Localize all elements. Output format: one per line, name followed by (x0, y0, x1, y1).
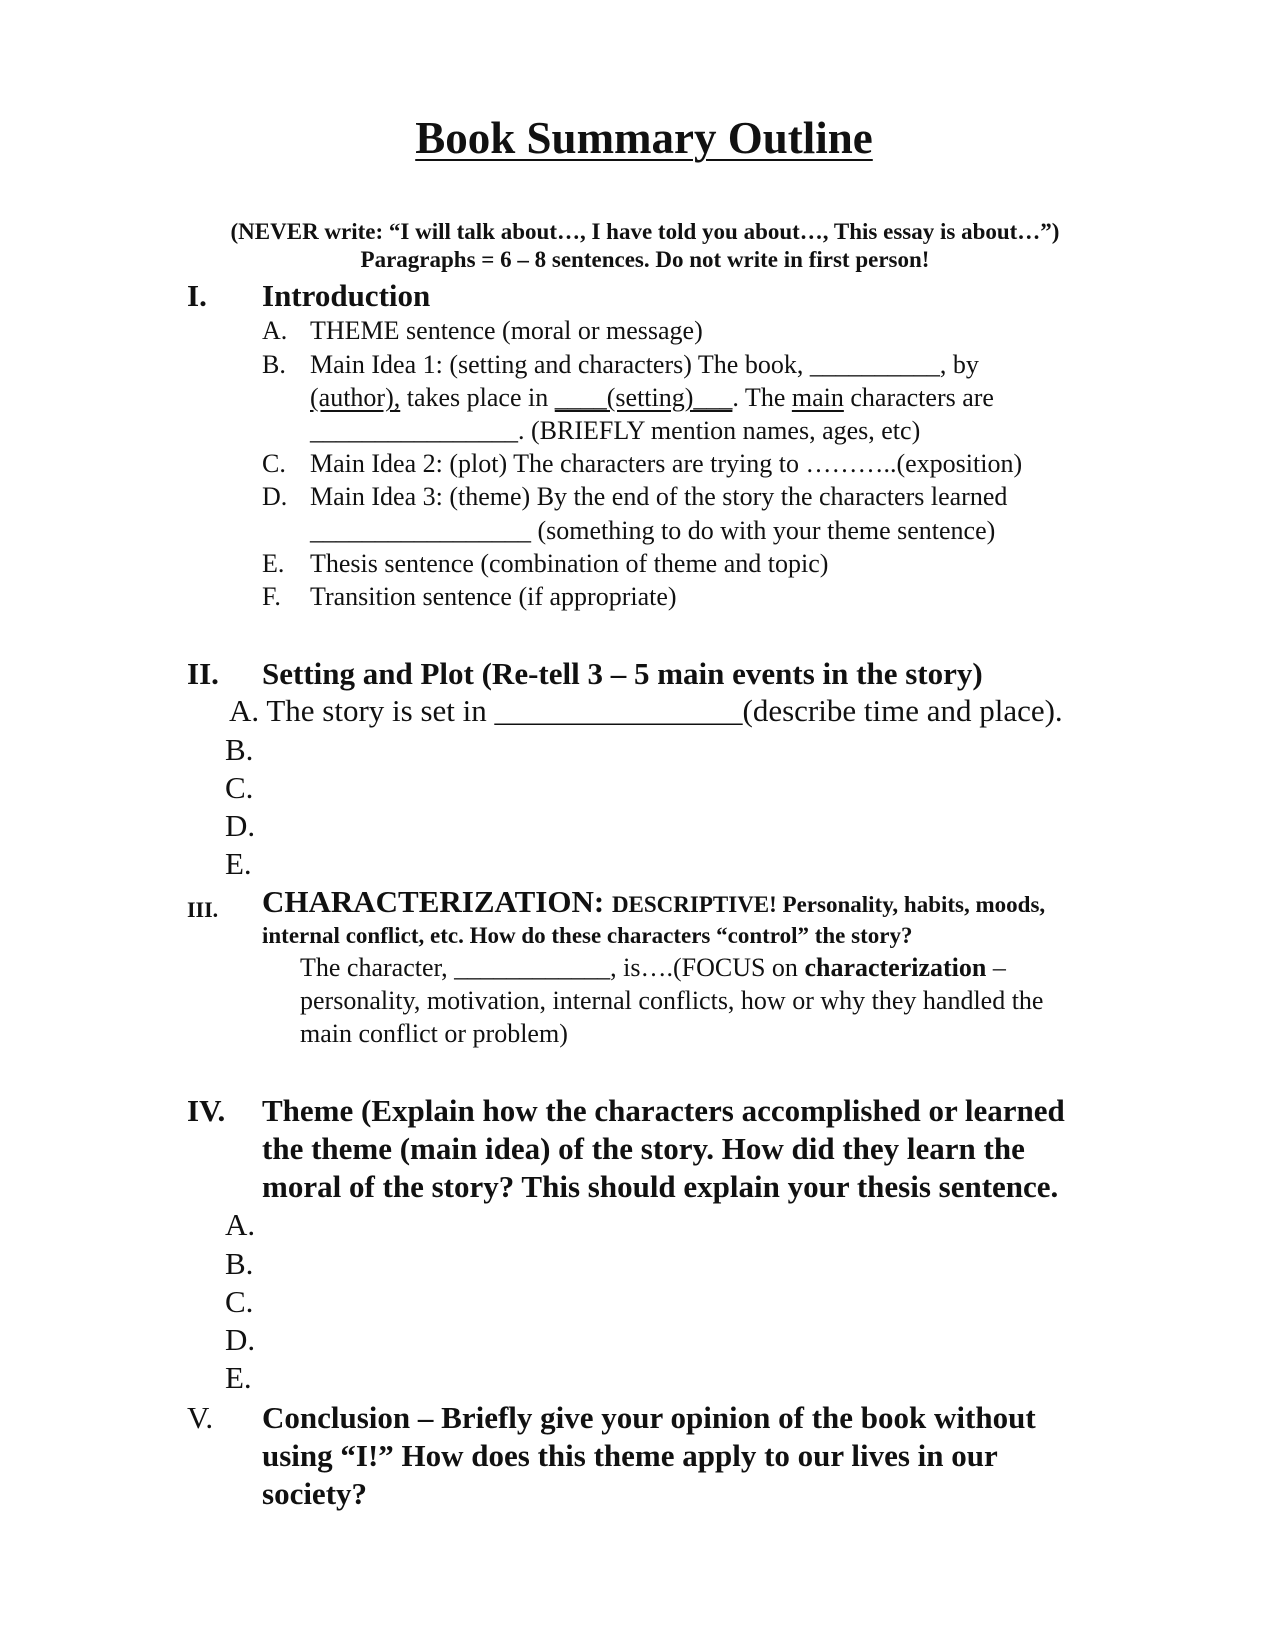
item-b-text-fragment: . The (732, 383, 792, 412)
characterization-emphasis: characterization (804, 953, 987, 982)
section-1-item-d-line-2: _________________ (something to do with your theme sentence) (310, 516, 996, 545)
section-3-body-line-2: personality, motivation, internal conflicts, how or why they handled the (300, 986, 1044, 1015)
section-1-item-c-letter: C. (262, 449, 286, 478)
section-3-heading-line-2: internal conflict, etc. How do these characters “control” the story? (262, 923, 913, 948)
section-4-item-c: C. (225, 1284, 254, 1319)
section-4-item-b: B. (225, 1246, 254, 1281)
section-5-line-1: Conclusion – Briefly give your opinion of the book without (262, 1400, 1036, 1435)
section-1-item-c-text: Main Idea 2: (plot) The characters are trying to ………..(exposition) (310, 449, 1023, 478)
body-text-fragment: – (986, 953, 1006, 982)
section-1-number: I. (187, 278, 207, 313)
section-1-item-a-letter: A. (262, 316, 288, 345)
instruction-line-2: Paragraphs = 6 – 8 sentences. Do not write in first person! (360, 247, 930, 272)
body-text-fragment: The character, ____________, is….(FOCUS on (300, 953, 805, 982)
characterization-label: CHARACTERIZATION: (262, 884, 612, 919)
section-1-item-b-line-1: Main Idea 1: (setting and characters) The book, __________, by (310, 350, 979, 379)
section-2-item-a: A. The story is set in ________________(describe time and place). (229, 693, 1063, 728)
section-5-number: V. (187, 1400, 214, 1435)
section-1-item-b-line-3: ________________. (BRIEFLY mention names, ages, etc) (310, 416, 921, 445)
instruction-line-1: (NEVER write: “I will talk about…, I have told you about…, This essay is about…”) (230, 219, 1060, 244)
section-3-heading-line-1 (262, 884, 1045, 920)
section-3-body-line-1 (300, 953, 1006, 983)
section-4-item-d: D. (225, 1322, 256, 1357)
section-1-item-f-text: Transition sentence (if appropriate) (310, 582, 677, 611)
section-1-item-a-text: THEME sentence (moral or message) (310, 316, 703, 345)
section-2-item-e: E. (225, 846, 252, 881)
section-5-line-3: society? (262, 1476, 368, 1511)
section-2-item-b: B. (225, 732, 254, 767)
setting-placeholder: ____(setting)___ (554, 383, 733, 412)
item-b-text-fragment: takes place in (400, 383, 555, 412)
characterization-description: DESCRIPTIVE! Personality, habits, moods, (611, 892, 1046, 917)
section-2-item-d: D. (225, 808, 256, 843)
section-2-number: II. (187, 656, 219, 691)
section-1-item-b-line-2 (310, 383, 994, 413)
main-emphasis: main (791, 383, 844, 412)
section-4-line-3: moral of the story? This should explain your thesis sentence. (262, 1169, 1059, 1204)
section-3-body-line-3: main conflict or problem) (300, 1019, 568, 1048)
section-5-line-2: using “I!” How does this theme apply to our lives in our (262, 1438, 998, 1473)
section-1-item-f-letter: F. (262, 582, 281, 611)
section-1-item-e-text: Thesis sentence (combination of theme and topic) (310, 549, 829, 578)
section-3-number: III. (187, 897, 219, 922)
section-4-number: IV. (187, 1093, 226, 1128)
section-1-heading: Introduction (262, 278, 431, 313)
author-placeholder: (author), (310, 383, 401, 412)
section-1-item-b-letter: B. (262, 350, 286, 379)
page-title: Book Summary Outline (415, 113, 873, 163)
section-4-item-a: A. (225, 1207, 256, 1242)
section-4-line-1: Theme (Explain how the characters accomplished or learned (262, 1093, 1065, 1128)
section-4-item-e: E. (225, 1360, 252, 1395)
section-1-item-d-letter: D. (262, 482, 288, 511)
section-2-heading: Setting and Plot (Re-tell 3 – 5 main events in the story) (262, 656, 983, 691)
item-b-text-fragment: characters are (843, 383, 994, 412)
section-2-item-c: C. (225, 770, 254, 805)
section-4-line-2: the theme (main idea) of the story. How did they learn the (262, 1131, 1025, 1166)
section-1-item-e-letter: E. (262, 549, 285, 578)
section-1-item-d-line-1: Main Idea 3: (theme) By the end of the story the characters learned (310, 482, 1008, 511)
